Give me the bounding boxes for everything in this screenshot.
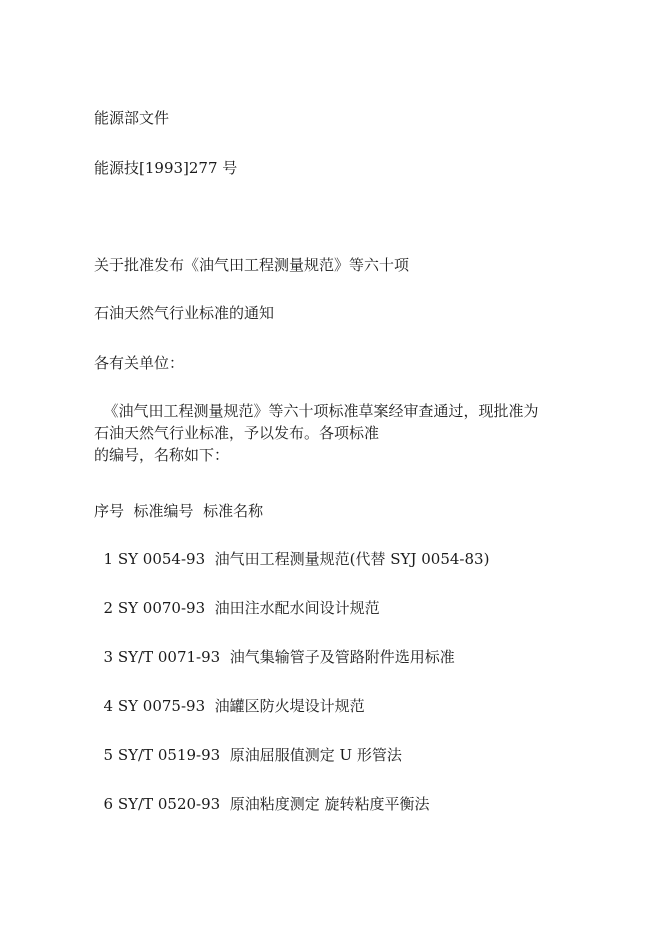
notice-body xyxy=(94,400,574,466)
notice-body-line: 石油天然气行业标准，予以发布。各项标准 xyxy=(94,424,380,442)
document-number: 能源技[1993]277 号 xyxy=(94,159,238,177)
standard-row: 1 SY 0054-93 油气田工程测量规范(代替 SYJ 0054-83) xyxy=(94,550,490,568)
standard-row: 2 SY 0070-93 油田注水配水间设计规范 xyxy=(94,599,380,617)
standard-row: 4 SY 0075-93 油罐区防火堤设计规范 xyxy=(94,697,365,715)
standard-row: 3 SY/T 0071-93 油气集输管子及管路附件选用标准 xyxy=(94,648,455,666)
notice-body-line: 《油气田工程测量规范》等六十项标准草案经审查通过，现批准为 xyxy=(94,402,539,420)
standard-row: 5 SY/T 0519-93 原油屈服值测定 U 形管法 xyxy=(94,746,402,764)
standards-table-header: 序号 标准编号 标准名称 xyxy=(94,502,264,520)
salutation: 各有关单位： xyxy=(94,354,185,372)
notice-title-line-1: 关于批准发布《油气田工程测量规范》等六十项 xyxy=(94,256,410,274)
standard-row: 6 SY/T 0520-93 原油粘度测定 旋转粘度平衡法 xyxy=(94,795,430,813)
document-header: 能源部文件 xyxy=(94,109,170,127)
notice-title-line-2: 石油天然气行业标准的通知 xyxy=(94,304,275,322)
notice-body-line: 的编号，名称如下： xyxy=(94,446,230,464)
